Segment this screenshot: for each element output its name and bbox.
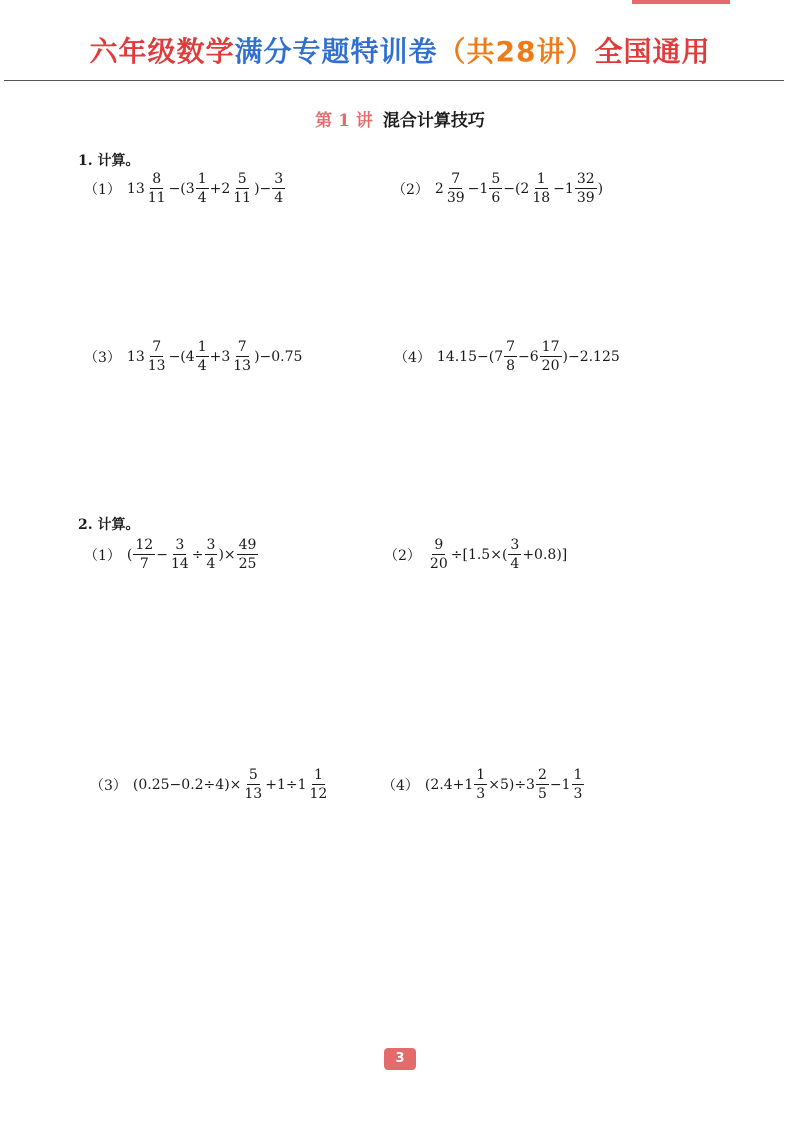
fraction: $\frac{5}{13}$ [244, 767, 263, 802]
question-1-heading: 1. 计算。 [78, 153, 140, 169]
question-2-heading: 2. 计算。 [78, 517, 140, 533]
header-rule [4, 80, 784, 81]
fraction: $\frac{12}{7}$ [135, 537, 154, 572]
page-number-badge: 3 [384, 1048, 416, 1070]
fraction: $\frac{1}{3}$ [476, 767, 486, 802]
lesson-name: 混合计算技巧 [382, 111, 485, 131]
fraction: $\frac{3}{14}$ [170, 537, 189, 572]
q1-problem-4: （4） 14.15−(7 $\frac{7}{8}$ −6 $\frac{17}{20}$ )−2.125 [394, 339, 620, 374]
q1-problem-3: （3） 13 $\frac{7}{13}$ −(4 $\frac{1}{4}$ +3 $\frac{7}{13}$ )−0.75 [84, 339, 303, 374]
q2-problem-3: （3） (0.25−0.2÷4)× $\frac{5}{13}$ +1÷1 $\frac{1}{12}$ [90, 767, 328, 802]
fraction: $\frac{8}{11}$ [147, 171, 166, 206]
fraction: $\frac{7}{8}$ [506, 339, 516, 374]
page-banner [0, 30, 800, 70]
banner-scope: 全国通用 [594, 35, 711, 68]
fraction: $\frac{7}{13}$ [147, 339, 166, 374]
fraction: $\frac{7}{13}$ [233, 339, 252, 374]
q1-problem-2: （2） 2 $\frac{7}{39}$ −1 $\frac{5}{6}$ −(2 $\frac{1}{18}$ −1 $\frac{32}{39}$ ) [392, 171, 604, 206]
fraction: $\frac{2}{5}$ [537, 767, 547, 802]
fraction: $\frac{1}{12}$ [309, 767, 328, 802]
fraction: $\frac{5}{11}$ [233, 171, 252, 206]
lesson-number: 第 1 讲 [315, 111, 373, 131]
fraction: $\frac{1}{4}$ [197, 339, 207, 374]
fraction: $\frac{9}{20}$ [429, 537, 448, 572]
fraction: $\frac{1}{18}$ [532, 171, 551, 206]
fraction: $\frac{17}{20}$ [541, 339, 560, 374]
fraction: $\frac{32}{39}$ [576, 171, 595, 206]
top-accent-bar [632, 0, 730, 4]
banner-grade: 六年级数学 [89, 35, 235, 68]
banner-subject: 满分专题特训卷 [234, 35, 438, 68]
fraction: $\frac{3}{4}$ [206, 537, 216, 572]
q1-problem-1: （1） 13 $\frac{8}{11}$ −(3 $\frac{1}{4}$ +2 $\frac{5}{11}$ )− $\frac{3}{4}$ [84, 171, 284, 206]
fraction: $\frac{49}{25}$ [238, 537, 257, 572]
fraction: $\frac{1}{4}$ [197, 171, 207, 206]
fraction: $\frac{3}{4}$ [274, 171, 284, 206]
q2-problem-1: （1） ( $\frac{12}{7}$ − $\frac{3}{14}$ ÷ $\frac{3}{4}$ )× $\frac{49}{25}$ [84, 537, 257, 572]
fraction: $\frac{5}{6}$ [491, 171, 501, 206]
q2-problem-4: （4） (2.4+1 $\frac{1}{3}$ ×5)÷3 $\frac{2}{5}$ −1 $\frac{1}{3}$ [382, 767, 583, 802]
fraction: $\frac{7}{39}$ [446, 171, 465, 206]
banner-count: （共28讲） [437, 35, 595, 68]
q2-problem-2: （2） $\frac{9}{20}$ ÷[1.5×( $\frac{3}{4}$ +0.8)] [384, 537, 568, 572]
fraction: $\frac{1}{3}$ [573, 767, 583, 802]
fraction: $\frac{3}{4}$ [510, 537, 520, 572]
lesson-title [0, 106, 800, 131]
